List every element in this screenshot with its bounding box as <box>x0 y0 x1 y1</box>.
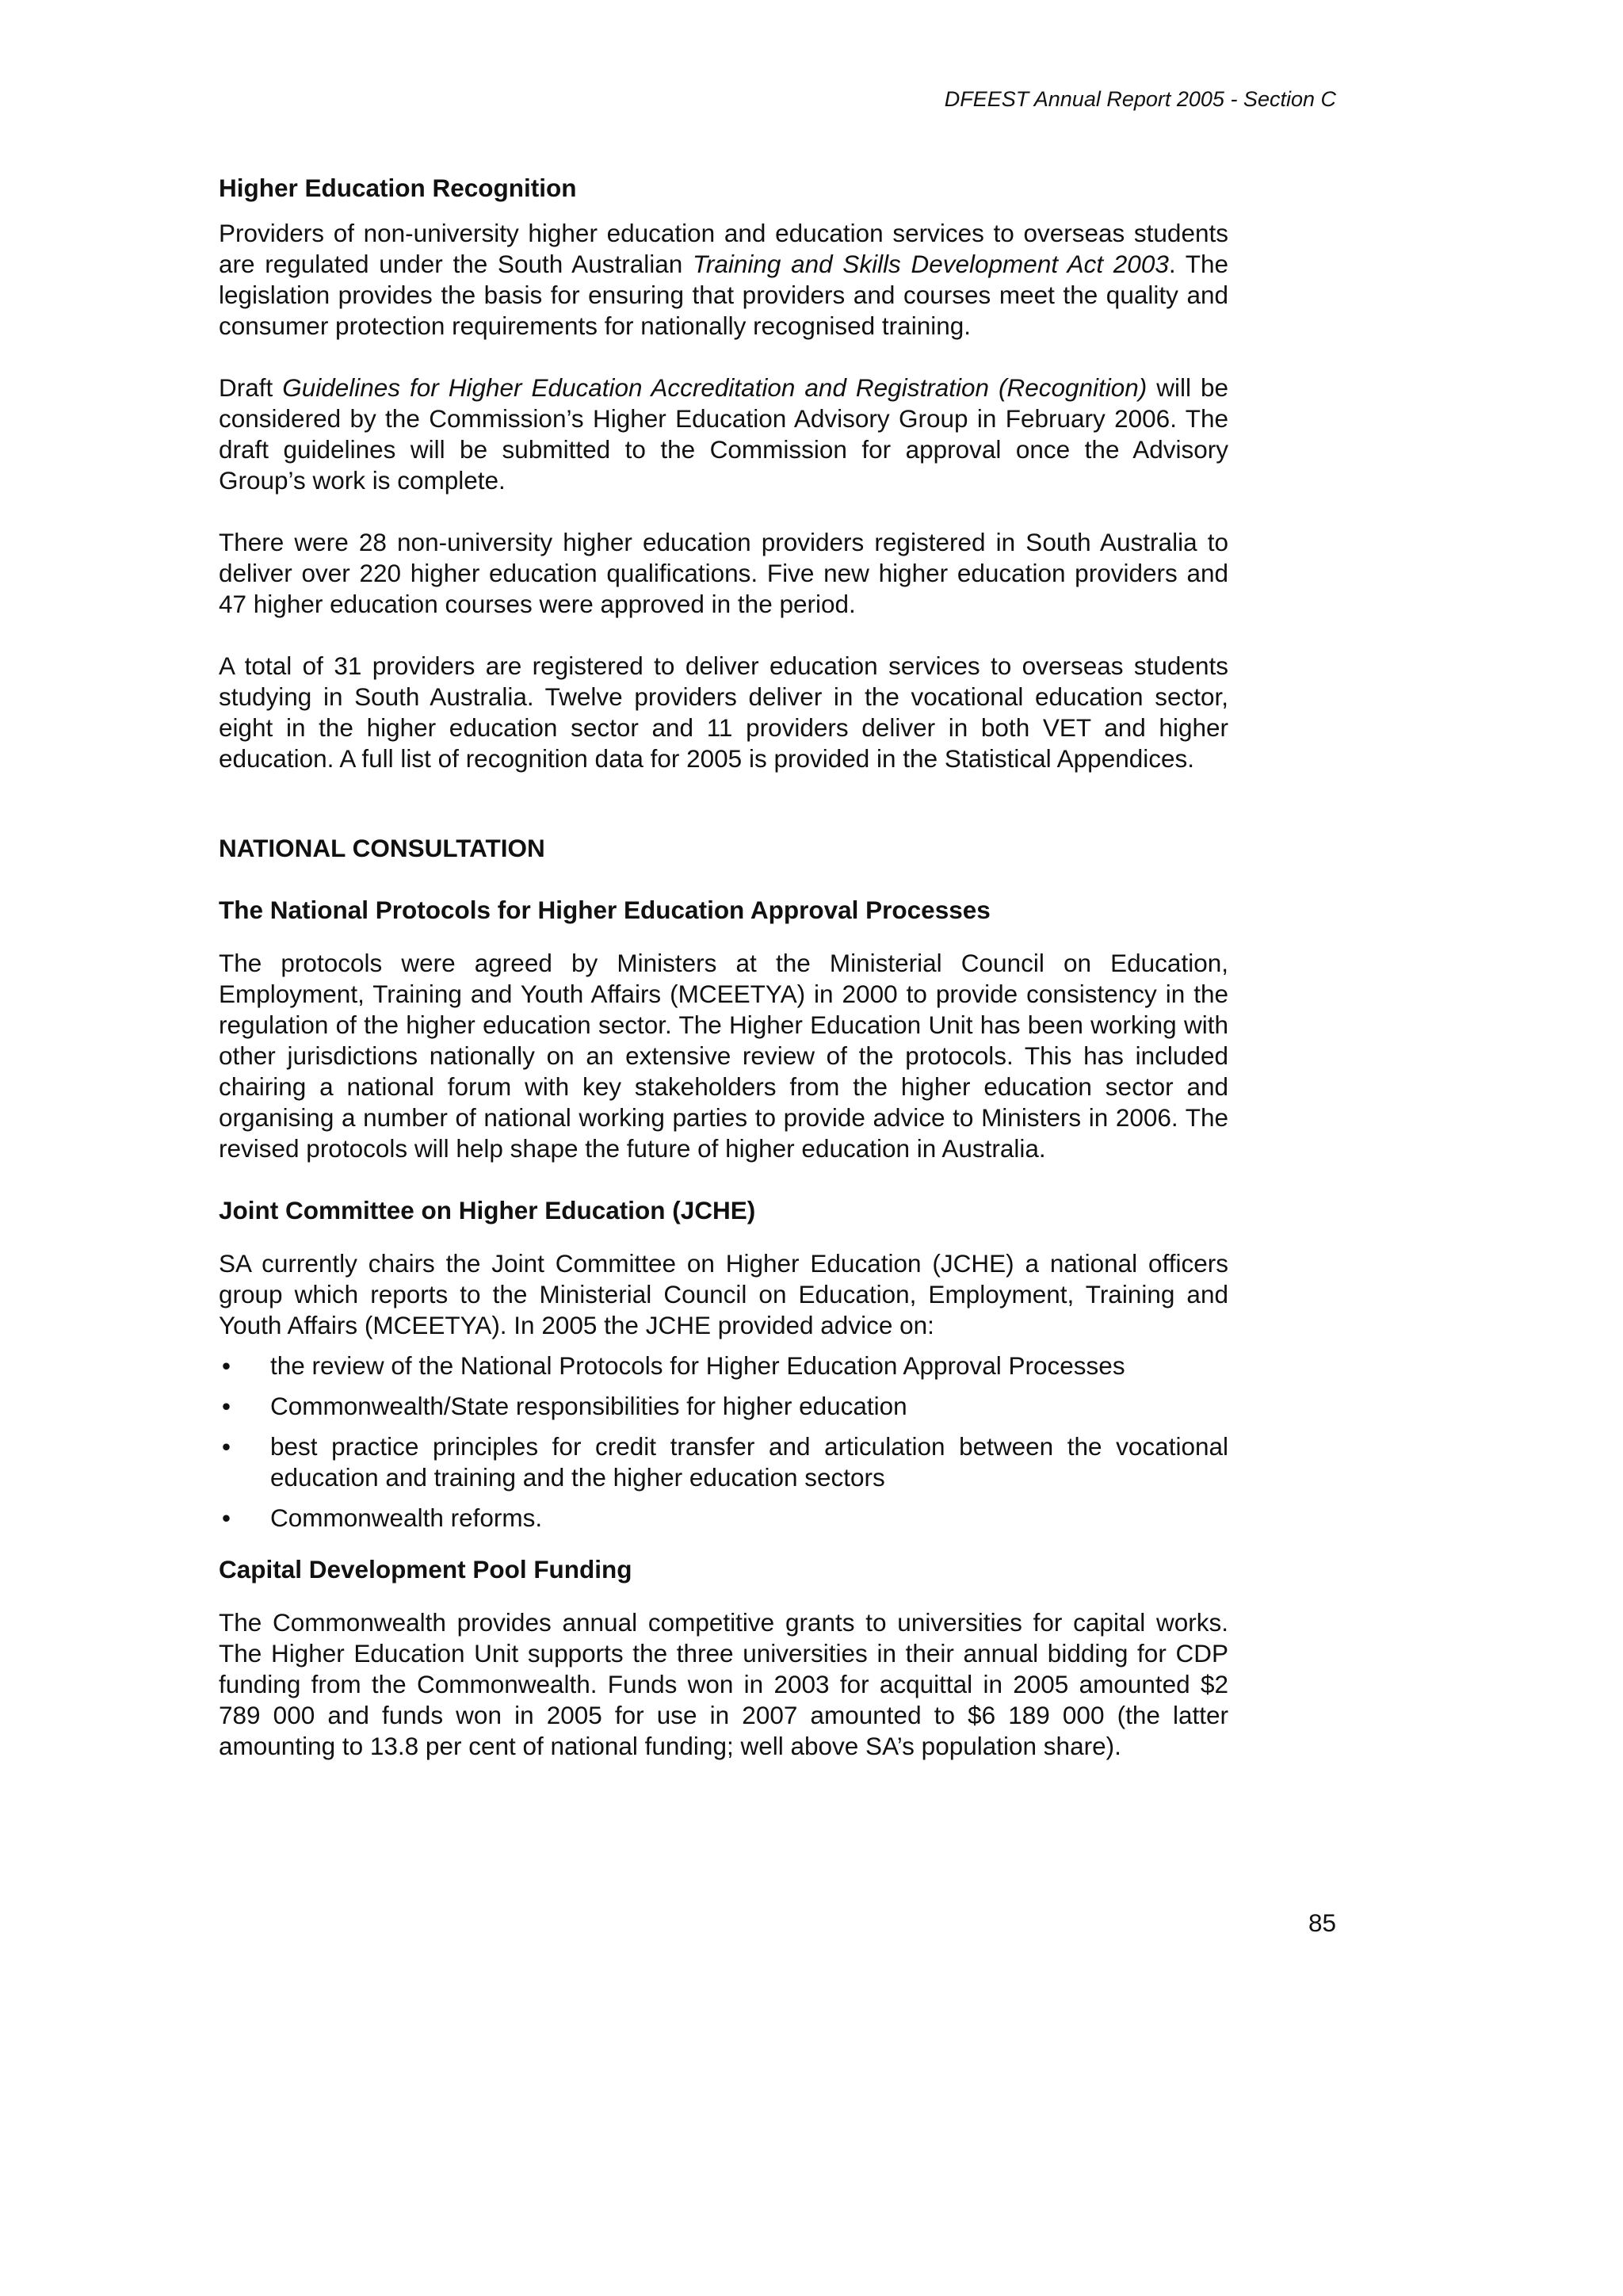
paragraph: There were 28 non-university higher education providers registered in South Australia to deliver over 220 higher education qualifications. Five new higher education providers and 47 higher education courses were approved in the period. <box>219 528 1228 618</box>
bullet-marker: • <box>222 1351 231 1380</box>
section-jche <box>219 1195 1228 1534</box>
act-title: Training and Skills Development Act 2003 <box>692 250 1169 278</box>
advice-list <box>219 1350 1228 1534</box>
section-higher-education-recognition <box>219 173 1228 774</box>
list-item-text: the review of the National Protocols for Higher Education Approval Processes <box>270 1351 1125 1380</box>
page-number: 85 <box>1308 1908 1336 1937</box>
bullet-marker: • <box>222 1392 231 1420</box>
paragraph-text: Draft <box>219 373 283 402</box>
section-heading-national-consultation: NATIONAL CONSULTATION <box>219 834 545 862</box>
paragraph <box>219 218 1228 342</box>
paragraph: The protocols were agreed by Ministers at the Ministerial Council on Education, Employment, Training and Youth Affairs (MCEETYA) in 2000 to provide consistency in the regulation of the higher education sector. The Higher Education Unit has been working with other jurisdictions nationally on an extensive review of the protocols. This has included chairing a national forum with key stakeholders from the higher education sector and organising a number of national working parties to provide advice to Ministers in 2006. The revised protocols will help shape the future of higher education in Australia. <box>219 949 1228 1163</box>
list-item-text: Commonwealth reforms. <box>270 1503 543 1532</box>
section-heading: Higher Education Recognition <box>219 174 577 202</box>
running-header: DFEEST Annual Report 2005 - Section C <box>944 87 1336 111</box>
page-content <box>219 173 1228 1762</box>
paragraph: The Commonwealth provides annual competitive grants to universities for capital works. The Higher Education Unit supports the three universities in their annual bidding for CDP funding from the Commonwealth. Funds won in 2003 for acquittal in 2005 amounted $2 789 000 and funds won in 2005 for use in 2007 amounted to $6 189 000 (the latter amounting to 13.8 per cent of national funding; well above SA’s population share). <box>219 1608 1228 1760</box>
list-item <box>219 1503 1228 1534</box>
paragraph-text: will be considered by the Commission’s Higher Education Advisory Group in February 2006. The draft guidelines will be submitted to the Commission for approval once the Advisory Group’s work is complete. <box>219 373 1228 495</box>
paragraph: A total of 31 providers are registered to deliver education services to overseas students studying in South Australia. Twelve providers deliver in the vocational education sector, eight in the higher education sector and 11 providers deliver in both VET and higher education. A full list of recognition data for 2005 is provided in the Statistical Appendices. <box>219 651 1228 773</box>
paragraph-text: . The legislation provides the basis for ensuring that providers and courses meet the quality and consumer protection requirements for nationally recognised training. <box>219 250 1228 340</box>
section-national-protocols <box>219 895 1228 1164</box>
paragraph <box>219 372 1228 496</box>
paragraph-text: Providers of non-university higher education and education services to overseas students are regulated under the South Australian <box>219 219 1228 278</box>
paragraph: SA currently chairs the Joint Committee on Higher Education (JCHE) a national officers group which reports to the Ministerial Council on Education, Employment, Training and Youth Affairs (MCEETYA). In 2005 the JCHE provided advice on: <box>219 1249 1228 1339</box>
bullet-marker: • <box>222 1503 231 1532</box>
list-item-text: Commonwealth/State responsibilities for higher education <box>270 1392 907 1420</box>
list-item-text: best practice principles for credit transfer and articulation between the vocational education and training and the higher education sectors <box>270 1432 1228 1492</box>
subsection-heading: Capital Development Pool Funding <box>219 1555 632 1584</box>
section-cdp-funding <box>219 1554 1228 1762</box>
bullet-marker: • <box>222 1432 231 1461</box>
subsection-heading: The National Protocols for Higher Education Approval Processes <box>219 896 991 924</box>
subsection-heading: Joint Committee on Higher Education (JCHE) <box>219 1196 756 1224</box>
list-item <box>219 1391 1228 1422</box>
guidelines-title: Guidelines for Higher Education Accreditation and Registration (Recognition) <box>282 373 1148 402</box>
list-item <box>219 1350 1228 1381</box>
list-item <box>219 1431 1228 1493</box>
